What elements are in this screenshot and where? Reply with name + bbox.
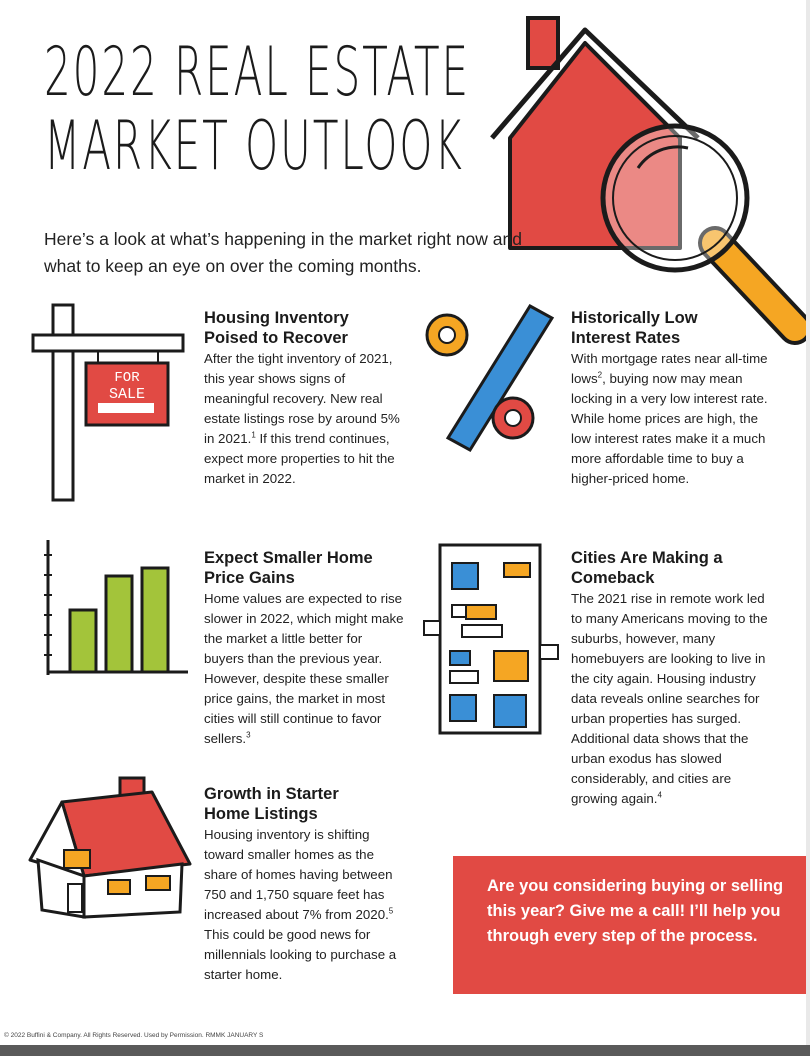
section-body: After the tight inventory of 2021, this year shows signs of meaningful recovery. New real estate listings rose by around 5% in 2021.$^1$ If this trend continues, expect more properties to hit the market in 2022. <box>204 351 400 486</box>
title-line-1: 2022 REAL ESTATE <box>44 33 470 112</box>
for-sale-sign-icon <box>28 305 188 505</box>
section-heading: Growth in Starter Home Listings <box>204 785 339 823</box>
section-body: Housing inventory is shifting toward smaller homes as the share of homes having between 750 and 1,750 square feet has increased about 7% from 2020.$^5$ This could be good news for millennials looking to purchase a starter home. <box>204 827 397 982</box>
section-interest-rates <box>571 308 771 489</box>
section-body: Home values are expected to rise slower in 2022, which might make the market a little better for buyers than the previous year. However, despite these smaller price gains, the market in most cities will still continue to favor sellers.$^3$ <box>204 591 404 746</box>
bar-chart-icon <box>40 540 190 680</box>
section-price-gains <box>204 548 404 749</box>
intro-text: Here’s a look at what’s happening in the market right now and what to keep an eye on over the coming months. <box>44 229 522 276</box>
sign-text-sale: SALE <box>108 386 146 403</box>
title-line-2: MARKET OUTLOOK <box>44 107 464 186</box>
percent-icon <box>420 300 560 460</box>
section-heading: Historically Low Interest Rates <box>571 309 698 347</box>
copyright-footer: © 2022 Buffini & Company. All Rights Reserved. Used by Permission. RMMK JANUARY S <box>4 1032 264 1039</box>
section-heading: Cities Are Making a Comeback <box>571 549 723 587</box>
page-right-edge <box>806 0 810 1045</box>
section-cities-comeback <box>571 548 771 809</box>
page-bottom-bar <box>0 1045 810 1056</box>
section-starter-homes <box>204 784 404 985</box>
call-to-action-box <box>453 856 810 994</box>
house-icon <box>22 772 202 922</box>
section-body: With mortgage rates near all-time lows$^2$, buying now may mean locking in a very low interest rate. While home prices are high, the low interest rates make it a much more affordable time to buy a higher-priced home. <box>571 351 768 486</box>
page-title <box>44 33 470 186</box>
section-heading: Housing Inventory Poised to Recover <box>204 309 349 347</box>
section-housing-inventory <box>204 308 404 489</box>
section-heading: Expect Smaller Home Price Gains <box>204 549 373 587</box>
sign-text-for: FOR <box>114 370 140 386</box>
call-to-action-text: Are you considering buying or selling this year? Give me a call! I’ll help you through every step of the process. <box>487 877 784 945</box>
section-body: The 2021 rise in remote work led to many Americans moving to the suburbs, however, many homebuyers are looking to live in the city again. Housing industry data reveals online searches for urban properties has surged. Additional data shows that the urban exodus has slowed considerably, and cities are growing again.$^4$ <box>571 591 768 806</box>
building-icon <box>422 545 562 735</box>
